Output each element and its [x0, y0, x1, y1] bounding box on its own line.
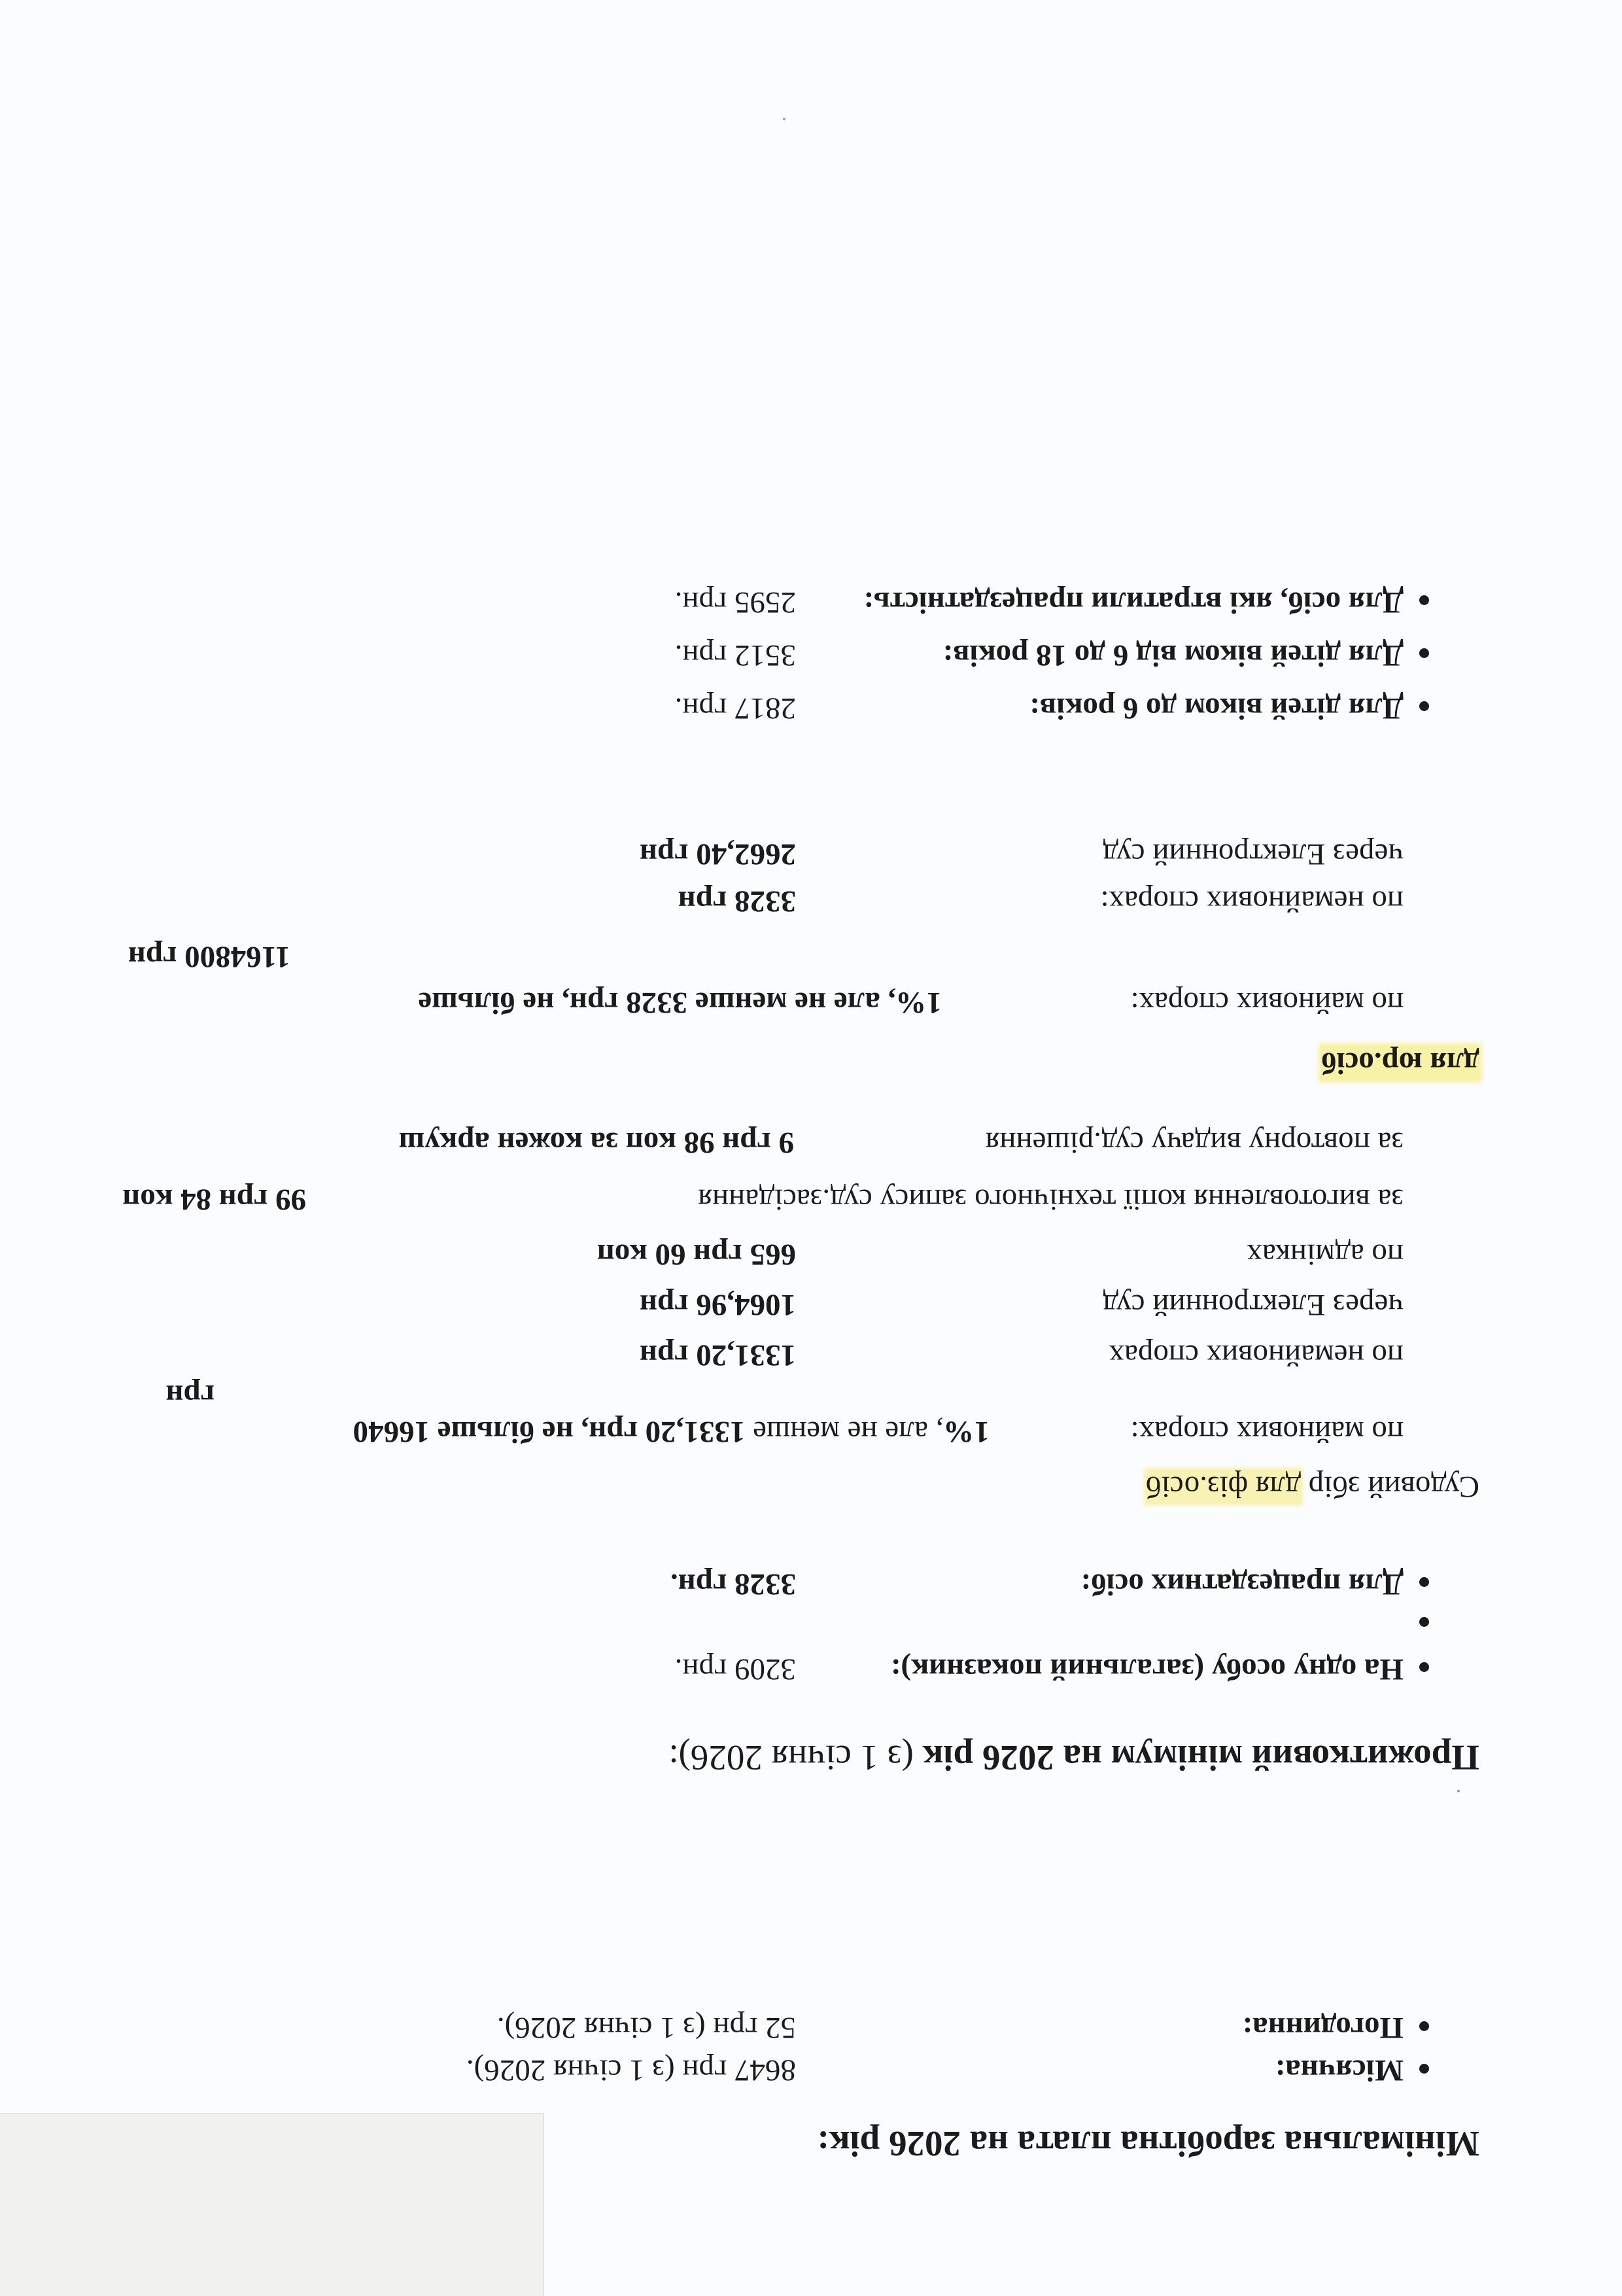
court-fee-legal-title — [1321, 1047, 1479, 1078]
ind-non-property-value: 1331,20 грн — [639, 1338, 796, 1372]
ind-property-value — [353, 1416, 990, 1447]
ind-property-value-wrap: грн — [165, 1378, 215, 1412]
children-under6-label: Для дітей віком до 6 років: — [1029, 691, 1404, 725]
ind-repeat-copy-label: за повторну видачу суд.рішення — [985, 1126, 1404, 1160]
court-fee-individuals-highlight: для фіз.осіб — [1145, 1470, 1301, 1504]
living-wage-title-date: (з 1 січня 2026): — [668, 1738, 923, 1778]
legal-non-property-value: 3328 грн — [678, 884, 796, 918]
court-fee-title-prefix: Судовий збір — [1300, 1470, 1479, 1504]
children-6to18-label: Для дітей віком від 6 до 18 років: — [942, 638, 1404, 672]
bullet-empty-item — [1419, 1617, 1429, 1627]
disabled-value: 2595 грн. — [674, 585, 796, 619]
monthly-wage-label: Місячна: — [1275, 2053, 1404, 2087]
ind-property-value-bold: 1331,20 грн, не більше 16640 — [353, 1415, 746, 1449]
bullet — [1419, 648, 1429, 658]
living-wage-title-main: Прожитковий мінімум на 2026 рік — [922, 1738, 1479, 1778]
bullet — [1419, 595, 1429, 605]
general-living-wage-value: 3209 грн. — [674, 1652, 796, 1686]
ind-admin-value: 665 грн 60 коп — [596, 1238, 796, 1272]
bullet — [1419, 701, 1429, 711]
ind-repeat-copy-value: 9 грн 98 коп за кожен аркуш — [398, 1126, 794, 1160]
court-fee-legal-highlight: для юр.осіб — [1320, 1046, 1479, 1080]
hourly-wage-label: Погодинна: — [1242, 2011, 1404, 2045]
legal-non-property-label: по немайнових спорах: — [1100, 884, 1404, 918]
legal-electronic-label: через Електронний суд — [1102, 837, 1404, 871]
ind-copy-record-label: за виготовлення копії технічного запису суд.засідання — [698, 1183, 1404, 1217]
min-wage-title: Мінімальна заробітна плата на 2026 рік: — [817, 2124, 1479, 2164]
ind-property-label: по майнових спорах: — [1130, 1415, 1404, 1449]
ind-property-value-prefix: , але не менше — [745, 1415, 944, 1449]
bullet — [1419, 1662, 1429, 1672]
bullet — [1419, 2021, 1429, 2031]
ind-copy-record-value: 99 грн 84 коп — [122, 1183, 306, 1217]
ind-electronic-value: 1064,96 грн — [639, 1288, 796, 1322]
legal-property-label: по майнових спорах: — [1130, 986, 1404, 1020]
ind-electronic-label: через Електронний суд — [1102, 1288, 1404, 1322]
able-bodied-value: 3328 грн. — [670, 1567, 796, 1601]
monthly-wage-value: 8647 грн (з 1 січня 2026). — [466, 2053, 796, 2087]
ind-non-property-label: по немайнових спорах — [1109, 1338, 1404, 1372]
bullet — [1419, 1577, 1429, 1587]
disabled-label: Для осіб, які втратили працездатність: — [863, 585, 1404, 619]
hourly-wage-value: 52 грн (з 1 січня 2026). — [496, 2011, 796, 2045]
able-bodied-label: Для працездатних осіб: — [1080, 1567, 1404, 1601]
legal-property-value: 1%, але не менше 3328 грн, не більше — [418, 986, 942, 1020]
legal-electronic-value: 2662,40 грн — [639, 837, 796, 871]
ind-admin-label: по адмінках — [1247, 1238, 1404, 1272]
legal-property-value-wrap: 1164800 грн — [128, 940, 290, 974]
general-living-wage-label: На одну особу (загальний показник): — [890, 1652, 1404, 1686]
children-under6-value: 2817 грн. — [674, 691, 796, 725]
bullet — [1419, 2064, 1429, 2074]
living-wage-title — [668, 1740, 1479, 1776]
children-6to18-value: 3512 грн. — [674, 638, 796, 672]
court-fee-individuals-title — [1146, 1471, 1479, 1502]
ind-property-value-percent: 1% — [943, 1415, 990, 1449]
